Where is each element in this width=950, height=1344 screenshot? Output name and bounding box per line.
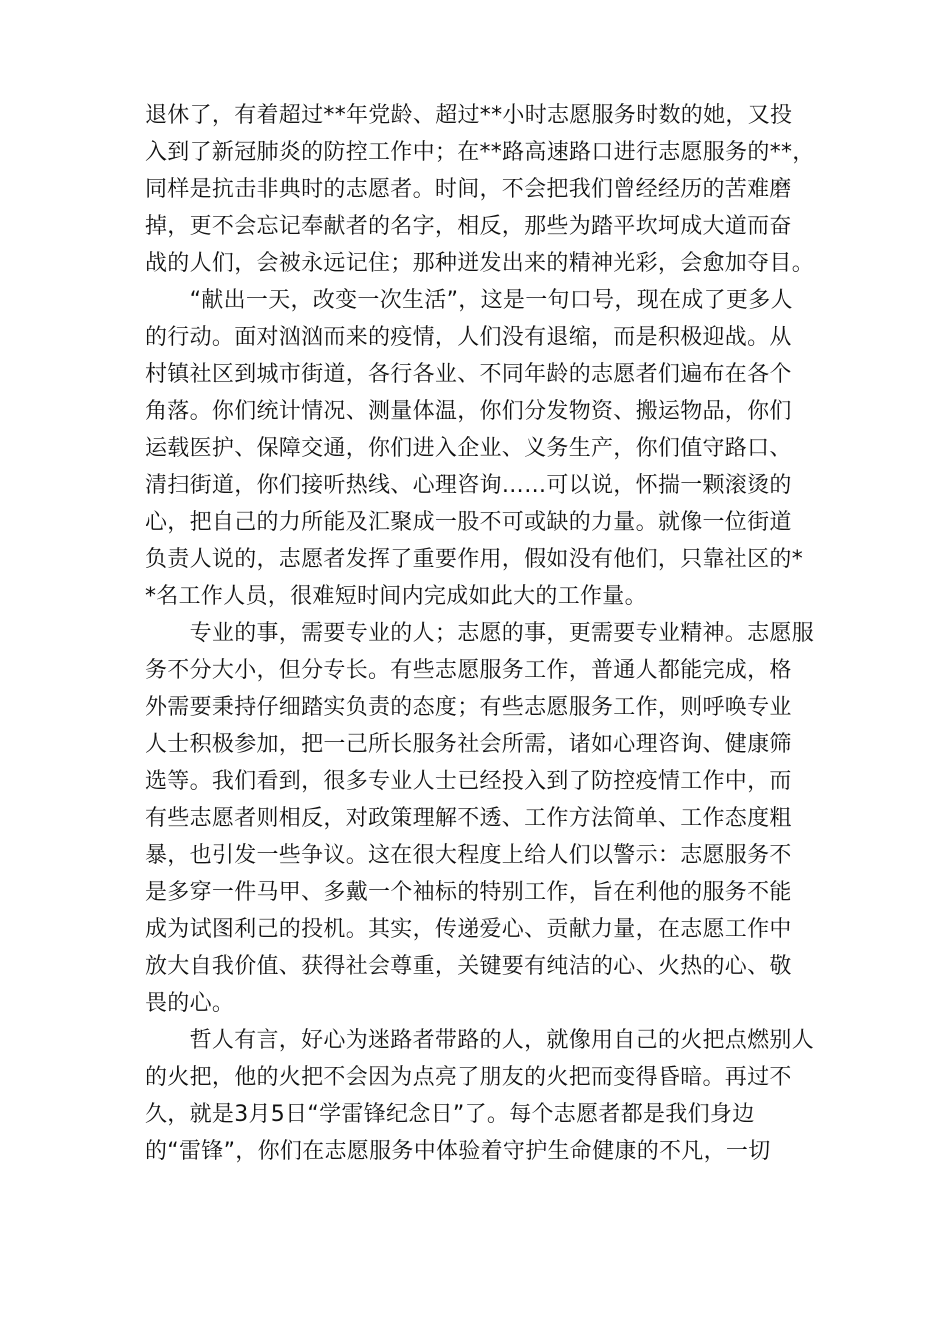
text-line: 入到了新冠肺炎的防控工作中；在**路高速路口进行志愿服务的**， (145, 140, 815, 165)
text-line: 人士积极参加，把一己所长服务社会所需，诸如心理咨询、健康筛 (145, 732, 792, 757)
text-line: 畏的心。 (145, 991, 235, 1016)
text-line: 退休了，有着超过**年党龄、超过**小时志愿服务时数的她，又投 (145, 103, 793, 128)
text-line: 久，就是3月5日“学雷锋纪念日”了。每个志愿者都是我们身边 (145, 1102, 755, 1127)
text-line: 的“雷锋”，你们在志愿服务中体验着守护生命健康的不凡，一切 (145, 1139, 771, 1164)
text-line: 运载医护、保障交通，你们进入企业、义务生产，你们值守路口、 (145, 436, 792, 461)
text-line: 的火把，他的火把不会因为点亮了朋友的火把而变得昏暗。再过不 (145, 1065, 792, 1090)
text-line: 同样是抗击非典时的志愿者。时间，不会把我们曾经经历的苦难磨 (145, 177, 792, 202)
text-line: 掉，更不会忘记奉献者的名字，相反，那些为踏平坎坷成大道而奋 (145, 214, 792, 239)
text-line: 战的人们，会被永远记住；那种迸发出来的精神光彩，会愈加夺目。 (145, 251, 815, 276)
text-line: 务不分大小，但分专长。有些志愿服务工作，普通人都能完成，格 (145, 658, 792, 683)
text-line: 专业的事，需要专业的人；志愿的事，更需要专业精神。志愿服 (145, 621, 815, 646)
text-line: 是多穿一件马甲、多戴一个袖标的特别工作，旨在利他的服务不能 (145, 880, 792, 905)
text-line: 的行动。面对汹汹而来的疫情，人们没有退缩，而是积极迎战。从 (145, 325, 792, 350)
text-line: 放大自我价值、获得社会尊重，关键要有纯洁的心、火热的心、敬 (145, 954, 792, 979)
text-line: 选等。我们看到，很多专业人士已经投入到了防控疫情工作中，而 (145, 769, 792, 794)
text-line: 外需要秉持仔细踏实负责的态度；有些志愿服务工作，则呼唤专业 (145, 695, 792, 720)
text-line: 村镇社区到城市街道，各行各业、不同年龄的志愿者们遍布在各个 (145, 362, 792, 387)
text-line: 哲人有言，好心为迷路者带路的人，就像用自己的火把点燃别人 (145, 1028, 815, 1053)
text-line: 角落。你们统计情况、测量体温，你们分发物资、搬运物品，你们 (145, 399, 792, 424)
text-line: 心，把自己的力所能及汇聚成一股不可或缺的力量。就像一位街道 (145, 510, 792, 535)
text-line: “献出一天，改变一次生活”，这是一句口号，现在成了更多人 (145, 288, 793, 313)
text-line: 有些志愿者则相反，对政策理解不透、工作方法简单、工作态度粗 (145, 806, 792, 831)
text-line: 暴，也引发一些争议。这在很大程度上给人们以警示：志愿服务不 (145, 843, 792, 868)
text-line: 成为试图利己的投机。其实，传递爱心、贡献力量，在志愿工作中 (145, 917, 792, 942)
text-line: 负责人说的，志愿者发挥了重要作用，假如没有他们，只靠社区的* (145, 547, 804, 572)
text-line: 清扫街道，你们接听热线、心理咨询……可以说，怀揣一颗滚烫的 (145, 473, 792, 498)
document-body (145, 97, 815, 1170)
text-line: *名工作人员，很难短时间内完成如此大的工作量。 (145, 584, 647, 609)
